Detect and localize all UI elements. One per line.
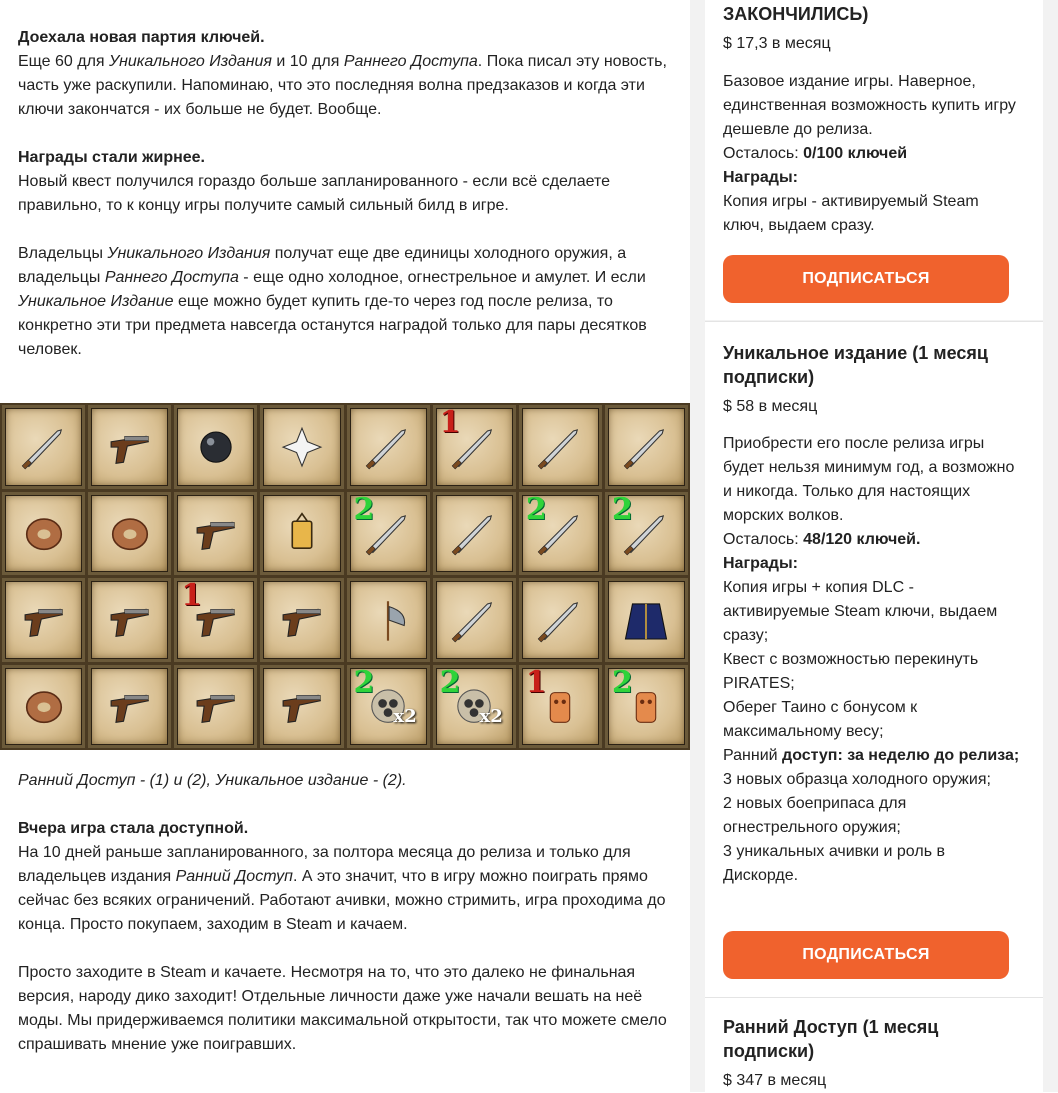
image-caption: [18, 769, 680, 793]
tier-card-base: [705, 0, 1043, 320]
musket-icon: [91, 668, 168, 746]
tile-badge: 1: [525, 664, 547, 700]
tier-description: Базовое издание игры. Наверное, единственная возможность купить игру дешевле до релиза.: [723, 73, 1016, 138]
text: Новый квест получился гораздо больше запланированного - если всё сделаете правильно, то к концу игры получите самый сильный билд в игре.: [18, 173, 611, 214]
items-image-grid[interactable]: [0, 403, 690, 750]
gallery-tile: [519, 665, 602, 749]
tile-badge: 2: [611, 491, 633, 527]
subscribe-button[interactable]: ПОДПИСАТЬСЯ: [723, 255, 1009, 303]
gallery-tile: [2, 405, 85, 489]
ring-stone-icon: [91, 495, 168, 573]
reward-item: Оберег Таино с бонусом к максимальному весу;: [723, 699, 918, 740]
gallery-tile: [433, 405, 516, 489]
heading-available: Вчера игра стала доступной.: [18, 820, 249, 837]
saber-icon: [5, 408, 82, 486]
multi-barrel-pistol-icon: [177, 495, 254, 573]
gallery-tile: [433, 665, 516, 749]
tier-card-early-access: [705, 998, 1043, 1092]
cannonball-icon: [177, 408, 254, 486]
text-bold: доступ: за неделю до релиза;: [782, 747, 1020, 764]
gallery-tile: [260, 492, 343, 576]
text: - еще одно холодное, огнестрельное и амулет. И если: [238, 269, 646, 286]
paragraph-new-keys: [18, 26, 680, 122]
reward-item: Квест с возможностью перекинуть PIRATES;: [723, 651, 979, 692]
text: На 10 дней раньше запланированного, за полтора месяца до релиза и только для владельцев издания: [18, 844, 631, 885]
tier-title: ЗАКОНЧИЛИСЬ): [723, 4, 869, 24]
text: Ранний: [723, 747, 783, 764]
lantern-icon: [263, 495, 340, 573]
reward-item: Копия игры + копия DLC - активируемые Steam ключи, выдаем сразу;: [723, 579, 998, 644]
broadsword-icon: [522, 581, 599, 659]
text: получат еще две единицы холодного оружия, а владельцы: [18, 245, 627, 286]
tile-badge: 2: [439, 664, 461, 700]
gallery-tile: [260, 665, 343, 749]
sword-hilt-icon: [436, 581, 513, 659]
text: . Пока писал эту новость, часть уже раскупили. Напоминаю, что это последняя волна предзаказов и когда эти ключи закончатся - их больше не будет. Вообще.: [18, 53, 667, 118]
tier-price: $ 347 в месяц: [723, 1072, 827, 1089]
officer-coat-icon: [608, 581, 685, 659]
tier-rewards-label: [723, 552, 1023, 576]
gallery-tile: [2, 665, 85, 749]
cup-hilt-rapier-icon: [608, 408, 685, 486]
reward-item: [723, 744, 1023, 768]
tile-badge: 2: [353, 491, 375, 527]
rewards-label: Награды:: [723, 555, 798, 572]
text-italic: Ранний Доступ: [175, 868, 293, 885]
gallery-tile: [347, 492, 430, 576]
keys-left-label: Осталось:: [723, 531, 804, 548]
maltese-cross-amulet-icon: [263, 408, 340, 486]
paragraph-available: [18, 817, 680, 937]
cutlass-icon: [436, 495, 513, 573]
rewards-label: Награды:: [723, 169, 798, 186]
gallery-tile: [605, 492, 688, 576]
gallery-tile: [605, 405, 688, 489]
tier-keys-left: [723, 528, 1023, 552]
gallery-tile: [519, 405, 602, 489]
flintlock-pistol-icon: [91, 408, 168, 486]
keys-left-value: 0/100 ключей: [803, 145, 908, 162]
tier-keys-left: [723, 142, 1023, 166]
gallery-tile: [433, 578, 516, 662]
double-barrel-musket-icon: [177, 668, 254, 746]
gallery-tile: [519, 578, 602, 662]
text: еще можно будет купить где-то через год после релиза, то конкретно эти три предмета навсегда останутся наградой только для пары десятков человек.: [18, 293, 647, 358]
text: и 10 для: [271, 53, 344, 70]
axe-icon: [350, 581, 427, 659]
basket-hilt-sword-icon: [350, 408, 427, 486]
reward-item: 3 новых образца холодного оружия;: [723, 771, 991, 788]
tier-title: Ранний Доступ (1 месяц подписки): [723, 1017, 939, 1061]
long-rifle-icon: [263, 668, 340, 746]
text-italic: Раннего Доступа: [343, 53, 478, 70]
subscribe-button[interactable]: ПОДПИСАТЬСЯ: [723, 931, 1009, 979]
gallery-tile: [2, 492, 85, 576]
gallery-tile: [605, 665, 688, 749]
tile-badge: 2: [353, 664, 375, 700]
text: Просто заходите в Steam и качаете. Несмотря на то, что это далеко не финальная версия, народу дико заходит! Отдельные личности даже уже начали вешать на неё моды. Мы придерживаемся политики максимальной открытости, так что можете смело спрашивать мнение уже поигравших.: [18, 964, 667, 1053]
tier-rewards: Копия игры - активируемый Steam ключ, выдаем сразу.: [723, 193, 979, 234]
gallery-tile: [88, 492, 171, 576]
gallery-tile: [519, 492, 602, 576]
paragraph-rewards: [18, 146, 680, 218]
text-italic: Уникального Издания: [107, 245, 271, 262]
text: Владельцы: [18, 245, 108, 262]
gallery-tile: [260, 405, 343, 489]
gallery-tile: [605, 578, 688, 662]
gallery-tile: [347, 665, 430, 749]
tier-price: $ 58 в месяц: [723, 398, 818, 415]
rapier-icon: [522, 408, 599, 486]
tile-badge: 2: [611, 664, 633, 700]
gallery-tile: [2, 578, 85, 662]
tier-price: $ 17,3 в месяц: [723, 35, 831, 52]
gallery-tile: [88, 665, 171, 749]
gallery-tile: [174, 492, 257, 576]
gallery-tile: [347, 578, 430, 662]
paragraph-owners: [18, 242, 680, 362]
keys-left-label: Осталось:: [723, 145, 804, 162]
tile-badge: 2: [525, 491, 547, 527]
tier-card-unique: [705, 322, 1043, 997]
gallery-tile: [174, 578, 257, 662]
fish-amulet-icon: [5, 495, 82, 573]
gallery-tile: [88, 578, 171, 662]
reward-item: 3 уникальных ачивки и роль в Дискорде.: [723, 843, 945, 884]
text-italic: Раннего Доступа: [104, 269, 239, 286]
pistol-icon: [91, 581, 168, 659]
gallery-tile: [260, 578, 343, 662]
gallery-tile: [88, 405, 171, 489]
tile-multiplier: x2: [393, 706, 417, 727]
powder-horn-icon: [5, 668, 82, 746]
paragraph-steam: [18, 961, 680, 1057]
heading-rewards: Награды стали жирнее.: [18, 149, 205, 166]
gallery-tile: [347, 405, 430, 489]
tier-title: Уникальное издание (1 месяц подписки): [723, 343, 988, 387]
tile-badge: 1: [181, 578, 203, 613]
text: Еще 60 для: [18, 53, 110, 70]
gallery-tile: [174, 665, 257, 749]
reward-item: 2 новых боеприпаса для огнестрельного оружия;: [723, 795, 907, 836]
subscription-sidebar: [690, 0, 1058, 1092]
revolver-pistol-icon: [263, 581, 340, 659]
tile-multiplier: x2: [479, 706, 503, 727]
heading-new-keys: Доехала новая партия ключей.: [18, 29, 265, 46]
tile-badge: 1: [439, 405, 461, 440]
tier-rewards-label: [723, 166, 1023, 190]
text-italic: Уникального Издания: [109, 53, 272, 70]
text: . А это значит, что в игру можно поиграть прямо сейчас без всяких ограничений. Работают ачивки, можно стримить, игра проходима до конца. Просто покупаем, заходим в Steam и качаем.: [18, 868, 666, 933]
gallery-tile: [174, 405, 257, 489]
caption-text: Ранний Доступ - (1) и (2), Уникальное издание - (2).: [18, 772, 407, 789]
blunderbuss-pistol-icon: [5, 581, 82, 659]
keys-left-value: 48/120 ключей.: [803, 531, 921, 548]
tier-description: Приобрести его после релиза игры будет нельзя минимум год, а возможно и никогда. Только для настоящих морских волков.: [723, 435, 1015, 524]
gallery-tile: [433, 492, 516, 576]
text-italic: Уникальное Издание: [18, 293, 174, 310]
